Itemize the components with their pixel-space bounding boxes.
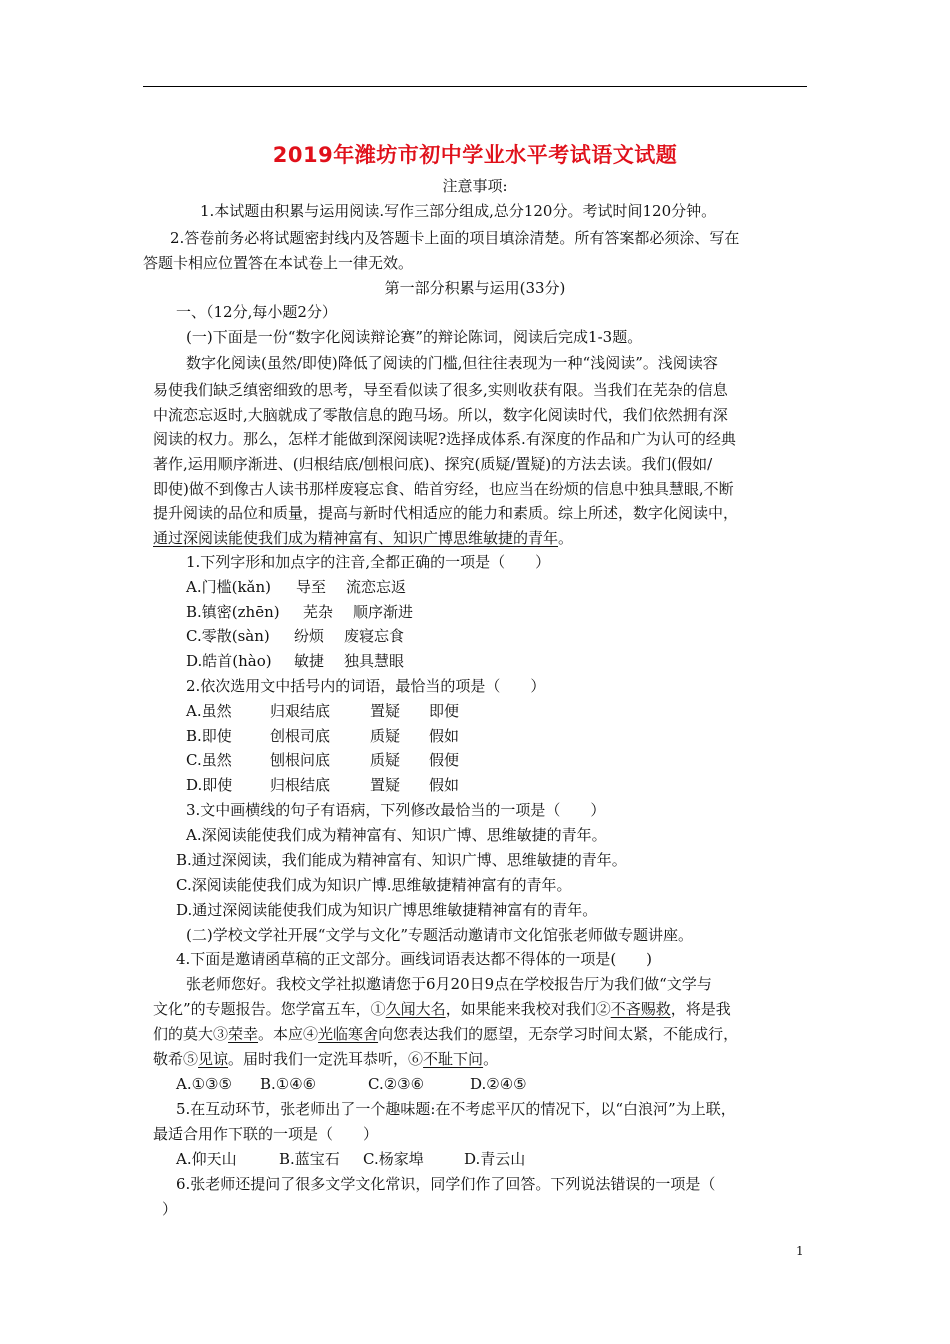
notice-item-1: 1.本试题由积累与运用阅读.写作三部分组成,总分120分。考试时间120分钟。 [200,202,717,220]
part1-heading: 第一部分积累与运用(33分) [384,279,566,297]
underlined-phrase: 不耻下问 [423,1050,484,1068]
passage-line: 数字化阅读(虽然/即使)降低了阅读的门槛,但往往表现为一种“浅阅读”。浅阅读容 [186,354,718,372]
q2-stem: 2.依次选用文中括号内的词语，最恰当的项是（ ） [186,677,546,695]
q1-stem: 1.下列字形和加点字的注音,全都正确的一项是（ ） [186,553,551,571]
passage-line: 中流恋忘返时,大脑就成了零散信息的跑马场。所以，数字化阅读时代，我们依然拥有深 [153,406,728,424]
q4-letter-line: 文化”的专题报告。您学富五车，①久闻大名，如果能来我校对我们②不吝赐救，将是我 [153,1000,731,1018]
notice-item-2-line1: 2.答卷前务必将试题密封线内及答题卡上面的项目填涂清楚。所有答案都必须涂、写在 [170,229,740,247]
q3-stem: 3.文中画横线的句子有语病，下列修改最恰当的一项是（ ） [186,801,606,819]
underlined-phrase: 见谅 [198,1050,229,1068]
q2-option: C.虽然 刨根问底 质疑 假便 [186,751,460,769]
q4-options: A.①③⑤ B.①④⑥ C.②③⑥ D.②④⑤ [176,1075,527,1093]
q3-option: A.深阅读能使我们成为精神富有、知识广博、思维敏捷的青年。 [186,826,607,844]
q5-stem: 5.在互动环节，张老师出了一个趣味题:在不考虑平仄的情况下，以“白浪河”为上联， [176,1100,736,1118]
passage-last-line: 通过深阅读能使我们成为精神富有、知识广博思维敏捷的青年。 [153,529,574,547]
section1-heading: 一、（12分,每小题2分） [176,303,337,321]
q5-stem-line2: 最适合用作下联的一项是（ ） [153,1125,379,1143]
q1-option: D.皓首(hào) 敏捷 独具慧眼 [186,652,405,670]
q6-stem-line2: ） [162,1200,178,1218]
notice-heading: 注意事项: [442,177,508,195]
passage-line: 易使我们缺乏缜密细致的思考，导至看似读了很多,实则收获有限。当我们在芜杂的信息 [153,381,728,399]
q3-option: D.通过深阅读能使我们成为知识广博思维敏捷精神富有的青年。 [176,901,598,919]
q2-option: B.即使 创根司底 质疑 假如 [186,727,460,745]
notice-item-2-line2: 答题卡相应位置答在本试卷上一律无效。 [143,254,414,272]
q6-stem: 6.张老师还提问了很多文学文化常识，同学们作了回答。下列说法错误的一项是（ [176,1175,716,1193]
q2-option: D.即使 归根结底 置疑 假如 [186,776,460,794]
q4-letter-line: 们的莫大③荣幸。本应④光临寒舍向您表达我们的愿望，无奈学习时间太紧，不能成行， [153,1025,739,1043]
q1-option: A.门槛(kǎn) 导至 流恋忘返 [186,578,407,596]
q2-option: A.虽然 归艰结底 置疑 即便 [186,702,460,720]
q3-option: B.通过深阅读，我们能成为精神富有、知识广博、思维敏捷的青年。 [176,851,627,869]
sub1-intro: (一)下面是一份“数字化阅读辩论赛”的辩论陈词，阅读后完成1-3题。 [186,328,643,346]
q5-options: A.仰天山 B.蓝宝石 C.杨家埠 D.青云山 [176,1150,526,1168]
passage-line: 提升阅读的品位和质量，提高与新时代相适应的能力和素质。综上所述，数字化阅读中， [153,504,739,522]
q1-option: C.零散(sàn) 纷烦 废寝忘食 [186,627,405,645]
page-number: 1 [796,1244,804,1258]
underlined-sentence: 通过深阅读能使我们成为精神富有、知识广博思维敏捷的青年 [153,529,559,547]
q1-option: B.镇密(zhēn) 芜杂 顺序渐进 [186,603,414,621]
q4-stem: 4.下面是邀请函草稿的正文部分。画线词语表达都不得体的一项是( ) [176,950,653,968]
passage-line: 阅读的权力。那么，怎样才能做到深阅读呢?选择成体系.有深度的作品和广为认可的经典 [153,430,736,448]
passage-line: 著作,运用顺序渐进、(归根结底/刨根问底)、探究(质疑/置疑)的方法去读。我们(假如/ [153,455,713,473]
underlined-phrase: 光临寒舍 [318,1025,379,1043]
q4-letter-line: 敬希⑤见谅。届时我们一定洗耳恭听，⑥不耻下问。 [153,1050,499,1068]
passage-line: 即使)做不到像古人读书那样废寝忘食、皓首穷经，也应当在纷烦的信息中独具慧眼,不断 [153,480,734,498]
page-title: 2019年潍坊市初中学业水平考试语文试题 [272,143,678,167]
underlined-phrase: 久闻大名 [385,1000,446,1018]
underlined-phrase: 不吝赐救 [610,1000,671,1018]
sub2-intro: (二)学校文学社开展“文学与文化”专题活动邀请市文化馆张老师做专题讲座。 [186,926,694,944]
q4-letter-line: 张老师您好。我校文学社拟邀请您于6月20日9点在学校报告厅为我们做“文学与 [186,975,712,993]
q3-option: C.深阅读能使我们成为知识广博.思维敏捷精神富有的青年。 [176,876,572,894]
underlined-phrase: 荣幸 [228,1025,259,1043]
header-rule [143,86,807,87]
